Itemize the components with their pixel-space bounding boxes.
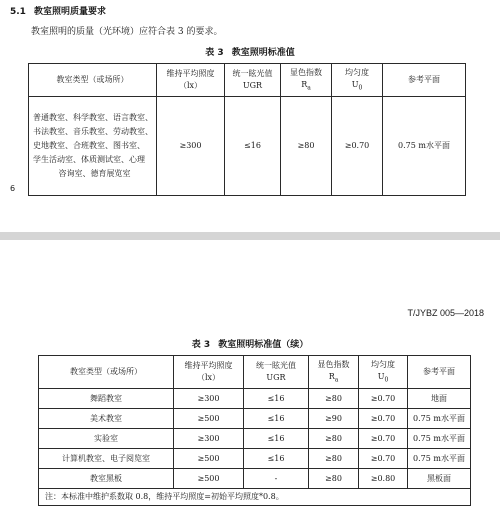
- ra-cell: ≥80: [309, 449, 359, 469]
- header-room-type: 教室类型（或场所）: [39, 356, 174, 389]
- header-uniformity: 均匀度 $U_0$: [332, 64, 383, 97]
- table2-caption-label: 表 3: [191, 340, 211, 350]
- table-row: [39, 449, 471, 469]
- ugr-cell: -: [244, 469, 309, 489]
- section-heading: [10, 4, 106, 17]
- illuminance-cell: ≥500: [174, 409, 244, 429]
- page-number: 6: [10, 184, 16, 193]
- table2-header-row: [39, 356, 471, 389]
- section-number: 5.1: [10, 7, 26, 17]
- uniformity-cell: ≥0.70: [359, 409, 408, 429]
- uniformity-cell: ≥0.70: [332, 97, 383, 196]
- room-type-cell: 舞蹈教室: [39, 389, 174, 409]
- lighting-standard-table: [28, 63, 466, 196]
- table-row: [39, 409, 471, 429]
- ra-cell: ≥90: [309, 409, 359, 429]
- ugr-cell: ≤16: [244, 429, 309, 449]
- table2-caption-title: 教室照明标准值（续）: [218, 340, 309, 350]
- intro-paragraph: 教室照明的质量（光环境）应符合表 3 的要求。: [31, 27, 223, 37]
- reference-plane-cell: 0.75 m水平面: [408, 409, 471, 429]
- room-types-cell: 普通教室、科学教室、语言教室、 书法教室、音乐教室、劳动教室、 史地教室、合班教室、图书室、 学生活动室、体质测试室、心理 咨询室、德育展览室: [29, 97, 157, 196]
- illuminance-cell: ≥500: [174, 469, 244, 489]
- standard-code: T/JYBZ 005—2018: [407, 308, 484, 318]
- header-ra: 显色指数 $R_a$: [281, 64, 332, 97]
- room-type-cell: 实验室: [39, 429, 174, 449]
- table-row: [39, 389, 471, 409]
- reference-plane-cell: 0.75 m水平面: [408, 449, 471, 469]
- room-type-cell: 美术教室: [39, 409, 174, 429]
- table1-caption-title: 教室照明标准值: [231, 48, 295, 58]
- ugr-cell: ≤16: [244, 389, 309, 409]
- room-type-cell: 教室黑板: [39, 469, 174, 489]
- header-illuminance: 维持平均照度 （lx）: [174, 356, 244, 389]
- uniformity-cell: ≥0.70: [359, 449, 408, 469]
- ra-cell: ≥80: [281, 97, 332, 196]
- table-note: 注：本标准中维护系数取 0.8，维持平均照度=初始平均照度*0.8。: [39, 489, 471, 506]
- section-title: 教室照明质量要求: [33, 7, 106, 17]
- room-type-cell: 计算机教室、电子阅览室: [39, 449, 174, 469]
- header-reference-plane: 参考平面: [383, 64, 466, 97]
- reference-plane-cell: 地面: [408, 389, 471, 409]
- lighting-standard-table-continued: [38, 355, 471, 506]
- ugr-cell: ≤16: [244, 449, 309, 469]
- header-reference-plane: 参考平面: [408, 356, 471, 389]
- reference-plane-cell: 0.75 m水平面: [383, 97, 466, 196]
- table1-caption: [0, 45, 500, 58]
- ugr-cell: ≤16: [225, 97, 281, 196]
- table-row: [39, 469, 471, 489]
- table1-header-row: [29, 64, 466, 97]
- ra-cell: ≥80: [309, 389, 359, 409]
- uniformity-cell: ≥0.80: [359, 469, 408, 489]
- table-row: [29, 97, 466, 196]
- table1-caption-label: 表 3: [205, 48, 224, 58]
- illuminance-cell: ≥300: [174, 429, 244, 449]
- ra-cell: ≥80: [309, 469, 359, 489]
- header-ra: 显色指数 $R_a$: [309, 356, 359, 389]
- header-room-type: 教室类型（或场所）: [29, 64, 157, 97]
- table-row: [39, 429, 471, 449]
- ra-cell: ≥80: [309, 429, 359, 449]
- page-break-gap: [0, 232, 500, 240]
- uniformity-cell: ≥0.70: [359, 429, 408, 449]
- reference-plane-cell: 黑板面: [408, 469, 471, 489]
- header-uniformity: 均匀度 $U_0$: [359, 356, 408, 389]
- uniformity-cell: ≥0.70: [359, 389, 408, 409]
- illuminance-cell: ≥500: [174, 449, 244, 469]
- header-illuminance: 维持平均照度 （lx）: [157, 64, 225, 97]
- illuminance-cell: ≥300: [174, 389, 244, 409]
- table2-caption: [0, 337, 500, 350]
- header-ugr: 统一眩光值 UGR: [244, 356, 309, 389]
- table-note-row: [39, 489, 471, 506]
- ugr-cell: ≤16: [244, 409, 309, 429]
- header-ugr: 统一眩光值 UGR: [225, 64, 281, 97]
- reference-plane-cell: 0.75 m水平面: [408, 429, 471, 449]
- illuminance-cell: ≥300: [157, 97, 225, 196]
